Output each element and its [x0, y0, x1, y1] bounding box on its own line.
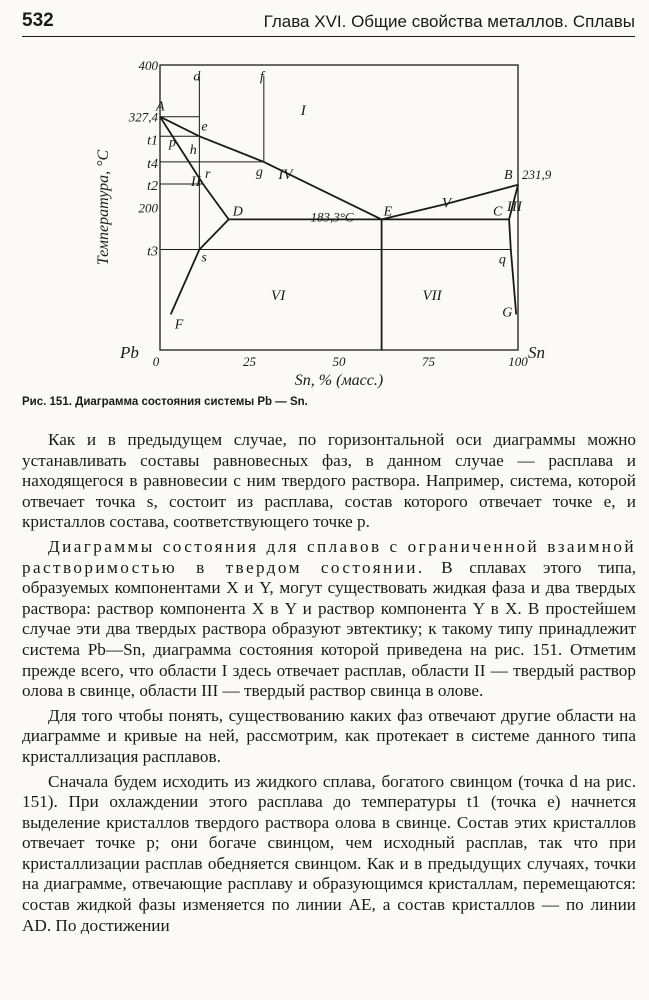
paragraph-3: Для того чтобы понять, существованию каких фаз отвечают другие области на диаграмме и кривые на ней, рассмотрим, как протекает в системе данного типа кристаллизация расплавов. [22, 705, 636, 766]
paragraph-1: Как и в предыдущем случае, по горизонтальной оси диаграммы можно устанавливать составы равновесных фаз, в данном случае — расплава и находящегося в равновесии с ним твердого раствора. Например, система, которой отвечает точка s, состоит из расплава, состав которого отвечает точке e, и кристаллов состава, соответствующего точке p. [22, 430, 636, 532]
y-tick-400: 400 [138, 58, 158, 73]
region-II: II [190, 174, 201, 191]
region-I: I [300, 102, 306, 119]
point-F: F [174, 317, 184, 333]
y-tick-t1: t1 [147, 133, 158, 149]
point-g: g [255, 164, 263, 180]
point-p: p [168, 135, 176, 151]
region-IV: IV [278, 167, 293, 183]
section-heading: Диаграммы состояния для сплавов с ограниченной взаимной растворимостью в твердом состоянии. [22, 536, 636, 577]
value-label-eutectic: 183,3°C [310, 209, 354, 225]
x-tick-75: 75 [422, 354, 435, 369]
curve-2 [160, 117, 229, 220]
point-A: A [156, 99, 165, 115]
point-f: f [259, 69, 264, 85]
figure-caption [22, 396, 632, 408]
point-D: D [232, 204, 243, 220]
page-header [22, 8, 635, 37]
y-tick-t3: t3 [147, 244, 158, 260]
x-tick-0: 0 [152, 354, 160, 369]
x-axis-label: Sn, % (масс.) [294, 372, 384, 389]
y-tick-327: 327,4 [128, 109, 158, 125]
point-e: e [201, 119, 208, 135]
y-tick-200: 200 [138, 200, 158, 216]
y-tick-t4: t4 [147, 156, 158, 172]
running-head: Глава XVI. Общие свойства металлов. Сплавы [263, 12, 635, 31]
body-text [22, 430, 636, 940]
left-component-label: Pb [120, 343, 139, 362]
curve-5 [509, 219, 516, 314]
paragraph-2-text: В сплавах этого типа, образуемых компонентами X и Y, могут существовать жидкая фаза и два твердых раствора: раствор компонента X в Y и раствор компонента Y в X. В простейшем случае эти два твердых раствора образуют эвтектику; к такому типу принадлежит система Pb—Sn, диаграмма состояния которой приведена на рис. 151. Отметим прежде всего, что области I здесь отвечает расплав, области II — твердый раствор олова в свинце, области III — твердый раствор свинца в олове. [22, 557, 636, 701]
x-tick-50: 50 [332, 354, 346, 369]
point-E: E [383, 204, 393, 220]
caption-text: Диаграмма состояния системы Pb — Sn. [75, 396, 308, 408]
paragraph-2 [22, 537, 636, 702]
right-component-label: Sn [528, 343, 545, 362]
region-V: V [441, 195, 451, 212]
point-r: r [204, 166, 211, 182]
paragraph-4: Сначала будем исходить из жидкого сплава, богатого свинцом (точка d на рис. 151). При охлаждении этого расплава до температуры t1 (точка e) начнется выделение кристаллов твердого раствора олова в свинце. Состав этих кристаллов отвечает точке p; они богаче свинцом, чем исходный расплав, так что при кристаллизации расплав обедняется свинцом. Как и в предыдущих случаях, точки на диаграмме, отвечающие расплаву и образующимся кристаллам, перемещаются: состав жидкой фазы изменяется по линии AE, а состав кристаллов — по линии AD. По достижении [22, 771, 636, 935]
caption-label: Рис. 151. [22, 396, 72, 408]
point-h: h [189, 142, 197, 158]
point-B: B [504, 167, 513, 183]
point-C: C [493, 204, 503, 220]
x-tick-25: 25 [243, 354, 256, 369]
plot-frame [160, 65, 518, 350]
region-VII: VII [422, 288, 442, 305]
region-III: III [506, 199, 522, 216]
x-tick-100: 100 [508, 354, 528, 369]
value-label-231: 231,9 [522, 166, 552, 182]
y-axis-label: Температура, °C [95, 149, 112, 266]
point-q: q [498, 252, 506, 268]
point-s: s [201, 250, 207, 266]
point-G: G [502, 305, 513, 321]
point-d: d [193, 69, 201, 85]
region-VI: VI [271, 288, 286, 305]
page-number: 532 [22, 10, 54, 31]
y-tick-t2: t2 [147, 178, 158, 194]
phase-diagram-figure [0, 40, 649, 390]
